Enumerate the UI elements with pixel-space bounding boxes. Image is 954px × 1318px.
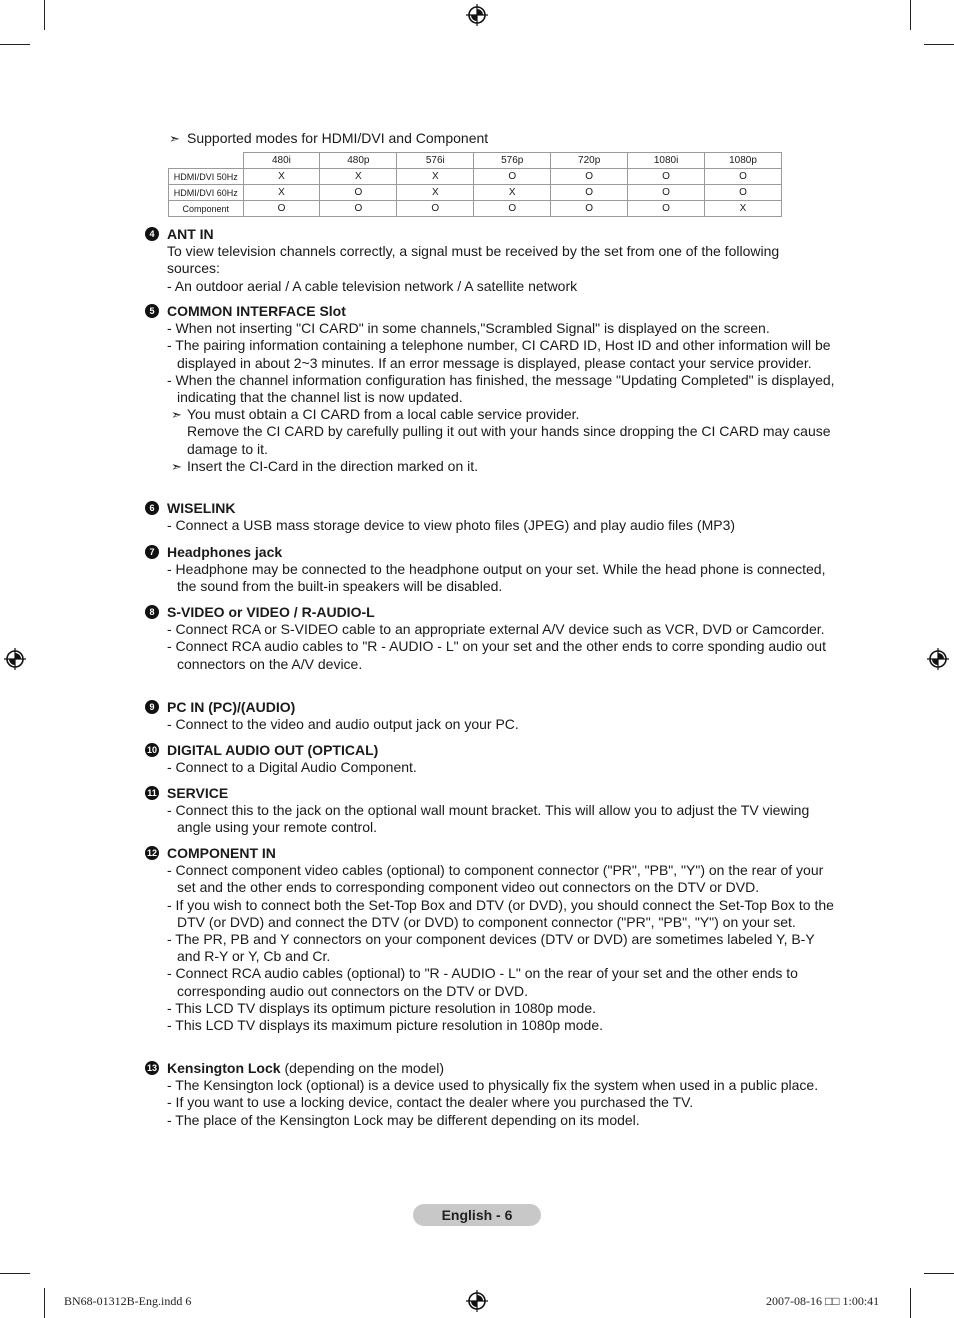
- table-cell: X: [243, 185, 320, 201]
- note-arrow-icon: ➣: [169, 131, 180, 146]
- table-cell: X: [474, 185, 551, 201]
- supported-modes-table: [168, 152, 782, 217]
- table-header-cell: 1080i: [628, 153, 705, 169]
- table-cell: O: [551, 169, 628, 185]
- table-header-cell: 480p: [320, 153, 397, 169]
- table-cell: O: [474, 169, 551, 185]
- table-cell: O: [551, 201, 628, 217]
- section-text-line: - Connect RCA or S-VIDEO cable to an appropriate external A/V device such as VCR, DVD or Camcorder.: [167, 621, 825, 638]
- section-title-text: ANT IN: [167, 226, 214, 242]
- section-number-badge: 9: [145, 700, 159, 714]
- page-number-badge: English - 6: [413, 1204, 541, 1226]
- section-title-text: DIGITAL AUDIO OUT (OPTICAL): [167, 742, 379, 758]
- section-number-badge: 10: [146, 745, 157, 755]
- section-number-badge: 13: [146, 1063, 157, 1073]
- section-number-badge: 8: [145, 605, 159, 619]
- table-header-cell: 576p: [474, 153, 551, 169]
- note-arrow-icon: ➣: [171, 458, 182, 474]
- table-cell: O: [705, 185, 782, 201]
- section-note: [171, 406, 835, 423]
- section-title-suffix: (depending on the model): [280, 1060, 445, 1076]
- section-title: [167, 1060, 835, 1077]
- section-number-badge: 11: [145, 786, 159, 800]
- section-number-badge: 7: [145, 545, 159, 559]
- section-text-line: - Connect to a Digital Audio Component.: [167, 759, 417, 776]
- table-cell: O: [243, 201, 320, 217]
- section-title-text: S-VIDEO or VIDEO / R-AUDIO-L: [167, 604, 375, 620]
- table-cell: X: [397, 169, 474, 185]
- section-title-text: PC IN (PC)/(AUDIO): [167, 699, 296, 715]
- section-note-text: You must obtain a CI CARD from a local cable service provider.: [187, 406, 580, 423]
- section-number-badge: 6: [145, 501, 159, 515]
- section-text-line: - An outdoor aerial / A cable television network / A satellite network: [167, 277, 578, 294]
- supported-modes-note: [169, 130, 488, 147]
- table-row-label: Component: [169, 201, 244, 217]
- section-number-badge: 5: [145, 304, 159, 318]
- section-text-line: - If you want to use a locking device, contact the dealer where you purchased the TV.: [167, 1094, 694, 1111]
- section-title: [167, 699, 835, 716]
- section-text-line: - When the channel information configuration has finished, the message "Updating Completed" is displayed, indicating that the channel list is now updated.: [167, 371, 835, 406]
- table-cell: O: [705, 169, 782, 185]
- section-note: [171, 458, 835, 475]
- table-header-row: [169, 153, 782, 169]
- section-pc-in-pc-audio: [145, 699, 835, 733]
- section-wiselink: [145, 500, 835, 534]
- section-text-line: - The pairing information containing a telephone number, CI CARD ID, Host ID and other information will be displayed in about 2~3 minutes. If an error message is displayed, please contact your service provider.: [167, 337, 831, 371]
- section-service: [145, 785, 835, 837]
- section-note-continuation: Remove the CI CARD by carefully pulling it out with your hands since dropping the CI CARD may cause damage to it.: [187, 423, 831, 457]
- table-cell: O: [320, 201, 397, 217]
- section-title-text: Kensington Lock: [167, 1060, 281, 1076]
- table-cell: O: [628, 169, 705, 185]
- section-text-line: - The PR, PB and Y connectors on your component devices (DTV or DVD) are sometimes labeled Y, B-Y and R-Y or Y, Cb and Cr.: [167, 931, 815, 965]
- section-s-video-or-video-r-audio-l: [145, 604, 835, 673]
- table-header-cell: 720p: [551, 153, 628, 169]
- section-digital-audio-out-optical: [145, 742, 835, 776]
- table-cell: X: [397, 185, 474, 201]
- table-cell: X: [320, 169, 397, 185]
- table-row-label: HDMI/DVI 50Hz: [169, 169, 244, 185]
- section-title-text: Headphones jack: [167, 544, 283, 560]
- table-cell: O: [397, 201, 474, 217]
- note-arrow-icon: ➣: [171, 407, 182, 423]
- section-title: [167, 500, 835, 517]
- table-row-label: HDMI/DVI 60Hz: [169, 185, 244, 201]
- section-title: [167, 845, 835, 862]
- section-text-line: - Connect component video cables (optional) to component connector ("PR", "PB", "Y") on the rear of your set and the other ends to corresponding component video out connectors on the DTV or DVD.: [167, 862, 824, 896]
- section-note-text: Insert the CI-Card in the direction marked on it.: [187, 457, 479, 474]
- section-number-badge: 4: [145, 227, 159, 241]
- section-text-line: - The Kensington lock (optional) is a device used to physically fix the system when used in a public place.: [167, 1077, 819, 1094]
- section-text-line: - When not inserting "CI CARD" in some channels,"Scrambled Signal" is displayed on the screen.: [167, 320, 770, 337]
- supported-modes-title: Supported modes for HDMI/DVI and Component: [187, 130, 489, 146]
- section-number-badge: 12: [146, 848, 157, 858]
- section-title: [167, 604, 835, 621]
- section-title-text: SERVICE: [167, 785, 229, 801]
- table-row: [169, 169, 782, 185]
- print-file-name: BN68-01312B-Eng.indd 6: [64, 1294, 192, 1308]
- section-title-text: WISELINK: [167, 500, 236, 516]
- section-title: [167, 226, 835, 243]
- section-title-text: COMMON INTERFACE Slot: [167, 303, 346, 319]
- table-cell: O: [320, 185, 397, 201]
- table-row: [169, 201, 782, 217]
- section-title: [167, 742, 835, 759]
- section-title-text: COMPONENT IN: [167, 845, 276, 861]
- section-text-line: - Connect to the video and audio output jack on your PC.: [167, 716, 519, 733]
- section-text-line: - Connect RCA audio cables (optional) to "R - AUDIO - L" on the rear of your set and the other ends to corresponding audio out connectors on the DTV or DVD.: [167, 965, 798, 999]
- section-text-line: - The place of the Kensington Lock may be different depending on its model.: [167, 1111, 640, 1128]
- section-component-in: [145, 845, 835, 1034]
- section-title: [167, 544, 835, 561]
- section-title: [167, 303, 835, 320]
- section-text-line: - Connect RCA audio cables to "R - AUDIO - L" on your set and the other ends to corre sponding audio out connectors on the A/V device.: [167, 638, 826, 672]
- section-text-line: - This LCD TV displays its optimum picture resolution in 1080p mode.: [167, 999, 597, 1016]
- table-header-cell: 576i: [397, 153, 474, 169]
- section-kensington-lock: [145, 1060, 835, 1129]
- table-cell: O: [474, 201, 551, 217]
- table-cell: O: [628, 185, 705, 201]
- table-cell: X: [243, 169, 320, 185]
- print-timestamp: 2007-08-16 □□ 1:00:41: [766, 1294, 880, 1308]
- section-headphones-jack: [145, 544, 835, 596]
- table-cell: O: [551, 185, 628, 201]
- section-text-line: - Connect this to the jack on the optional wall mount bracket. This will allow you to adjust the TV viewing angle using your remote control.: [167, 802, 810, 836]
- table-cell: X: [705, 201, 782, 217]
- section-text-line: - Connect a USB mass storage device to view photo files (JPEG) and play audio files (MP3): [167, 517, 736, 534]
- table-corner-cell: [169, 153, 244, 169]
- section-text-line: - If you wish to connect both the Set-Top Box and DTV (or DVD), you should connect the Set-Top Box to the DTV (or DVD) and connect the DTV (or DVD) to component connector ("PR", "PB", "Y") on your set.: [167, 896, 834, 930]
- section-text-line: - This LCD TV displays its maximum picture resolution in 1080p mode.: [167, 1017, 603, 1034]
- section-ant-in: [145, 226, 835, 295]
- table-cell: O: [628, 201, 705, 217]
- table-header-cell: 480i: [243, 153, 320, 169]
- section-common-interface-slot: [145, 303, 835, 475]
- section-text-line: To view television channels correctly, a signal must be received by the set from one of the following sources:: [167, 243, 780, 277]
- table-header-cell: 1080p: [705, 153, 782, 169]
- table-row: [169, 185, 782, 201]
- section-text-line: - Headphone may be connected to the headphone output on your set. While the head phone is connected, the sound from the built-in speakers will be disabled.: [167, 561, 826, 595]
- section-title: [167, 785, 835, 802]
